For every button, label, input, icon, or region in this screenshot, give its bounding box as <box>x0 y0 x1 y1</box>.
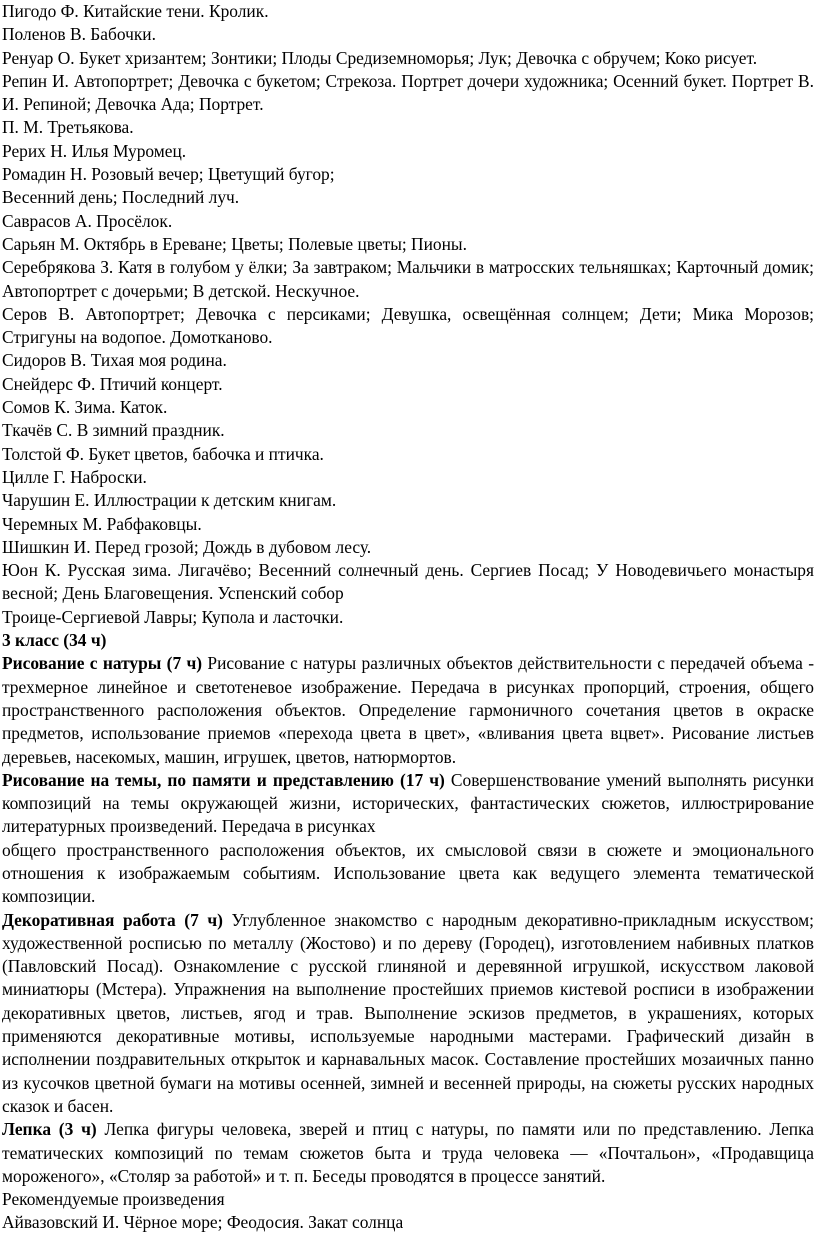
artist-entry: Толстой Ф. Букет цветов, бабочка и птичка. <box>2 443 324 464</box>
section-continuation: общего пространственного расположения объектов, их смысловой связи в сюжете и эмоционального отношения к изображаемым событиям. Использование цвета как ведущего элемента тематической композиции. <box>2 839 814 907</box>
artist-entry: Сидоров В. Тихая моя родина. <box>2 350 227 371</box>
section-title: Рисование на темы, по памяти и представлению (17 ч) <box>2 769 445 790</box>
artist-entry: Сарьян М. Октябрь в Ереване; Цветы; Полевые цветы; Пионы. <box>2 233 467 254</box>
artist-entry: Чарушин Е. Иллюстрации к детским книгам. <box>2 490 337 511</box>
artist-list <box>2 0 814 629</box>
artist-entry: Юон К. Русская зима. Лигачёво; Весенний солнечный день. Сергиев Посад; У Новодевичьего монастыря весной; День Благовещения. Успенский собор <box>2 560 814 604</box>
grade-section <box>2 629 814 1235</box>
section-drawing-from-nature <box>2 652 814 768</box>
section-title: Декоративная работа (7 ч) <box>2 909 223 930</box>
artist-entry: Весенний день; Последний луч. <box>2 187 240 208</box>
artist-entry: Снейдерс Ф. Птичий концерт. <box>2 373 223 394</box>
artist-entry: Репин И. Автопортрет; Девочка с букетом; Стрекоза. Портрет дочери художника; Осенний букет. Портрет В. И. Репиной; Девочка Ада; Портрет. <box>2 70 814 115</box>
artist-entry: Ренуар О. Букет хризантем; Зонтики; Плоды Средиземноморья; Лук; Девочка с обручем; Коко рисует. <box>2 47 758 68</box>
section-text: Совершенствование умений выполнять рисунки композиций на темы окружающей жизни, исторических, фантастических сюжетов, иллюстрирование литературных произведений. Передача в рисунках <box>2 769 814 837</box>
section-text: Лепка фигуры человека, зверей и птиц с натуры, по памяти или по представлению. Лепка тематических композиций по темам сюжетов быта и труда человека — «Почтальон», «Продавщица мороженого», «Столяр за работой» и т. п. Беседы проводятся в процессе занятий. <box>2 1119 814 1186</box>
artist-entry: Шишкин И. Перед грозой; Дождь в дубовом лесу. <box>2 536 372 557</box>
artist-entry: П. М. Третьякова. <box>2 117 134 138</box>
artist-entry: Рерих Н. Илья Муромец. <box>2 140 187 161</box>
artist-entry: Черемных М. Рабфаковцы. <box>2 513 202 534</box>
artist-entry: Ромадин Н. Розовый вечер; Цветущий бугор; <box>2 164 335 185</box>
section-decorative-work <box>2 909 814 1119</box>
recommended-heading: Рекомендуемые произведения <box>2 1189 225 1210</box>
artist-entry: Серебрякова З. Катя в голубом у ёлки; За завтраком; Мальчики в матросских тельняшках; Карточный домик; Автопортрет с дочерьми; В детской. Нескучное. <box>2 257 814 301</box>
section-title: Лепка (3 ч) <box>2 1119 97 1140</box>
section-text: Рисование с натуры различных объектов действительности с передачей объема - трехмерное линейное и светотеневое изображение. Передача в рисунках пропорций, строения, общего пространственного расположения объектов. Определение гармоничного сочетания цветов в окраске предметов, использование приемов «перехода цвета в цвет», «вливания цвета вцвет». Рисование листьев деревьев, насекомых, машин, игрушек, цветов, натюрмортов. <box>2 653 814 767</box>
artist-entry: Поленов В. Бабочки. <box>2 24 156 45</box>
artist-entry: Сомов К. Зима. Каток. <box>2 397 168 418</box>
artist-entry: Ткачёв С. В зимний праздник. <box>2 420 225 441</box>
section-modeling <box>2 1118 814 1188</box>
section-thematic-drawing <box>2 769 814 839</box>
artist-entry: Саврасов А. Просёлок. <box>2 210 173 231</box>
grade-heading: 3 класс (34 ч) <box>2 630 107 651</box>
section-text: Углубленное знакомство с народным декоративно-прикладным искусством; художественной росписью по металлу (Жостово) и по дереву (Городец), изготовлением набивных платков (Павловский Посад). Ознакомление с русской глиняной и деревянной игрушкой, искусством лаковой миниатюры (Мстера). Упражнения на выполнение простейших приемов кистевой росписи в изображении декоративных цветов, листьев, ягод и трав. Выполнение эскизов предметов, в украшениях, которых применяются декоративные мотивы, используемые народными мастерами. Графический дизайн в исполнении поздравительных открыток и карнавальных масок. Составление простейших мозаичных панно из кусочков цветной бумаги на мотивы осенней, зимней и весенней природы, на сюжеты русских народных сказок и басен. <box>2 909 814 1116</box>
artist-entry: Пигодо Ф. Китайские тени. Кролик. <box>2 1 269 21</box>
artist-entry: Цилле Г. Наброски. <box>2 466 147 487</box>
artist-entry: Троице-Сергиевой Лавры; Купола и ласточки. <box>2 606 344 627</box>
artist-entry: Серов В. Автопортрет; Девочка с персиками; Девушка, освещённая солнцем; Дети; Мика Морозов; Стригуны на водопое. Домотканово. <box>2 303 814 348</box>
section-title: Рисование с натуры (7 ч) <box>2 653 203 674</box>
recommended-entry: Айвазовский И. Чёрное море; Феодосия. Закат солнца <box>2 1212 404 1233</box>
